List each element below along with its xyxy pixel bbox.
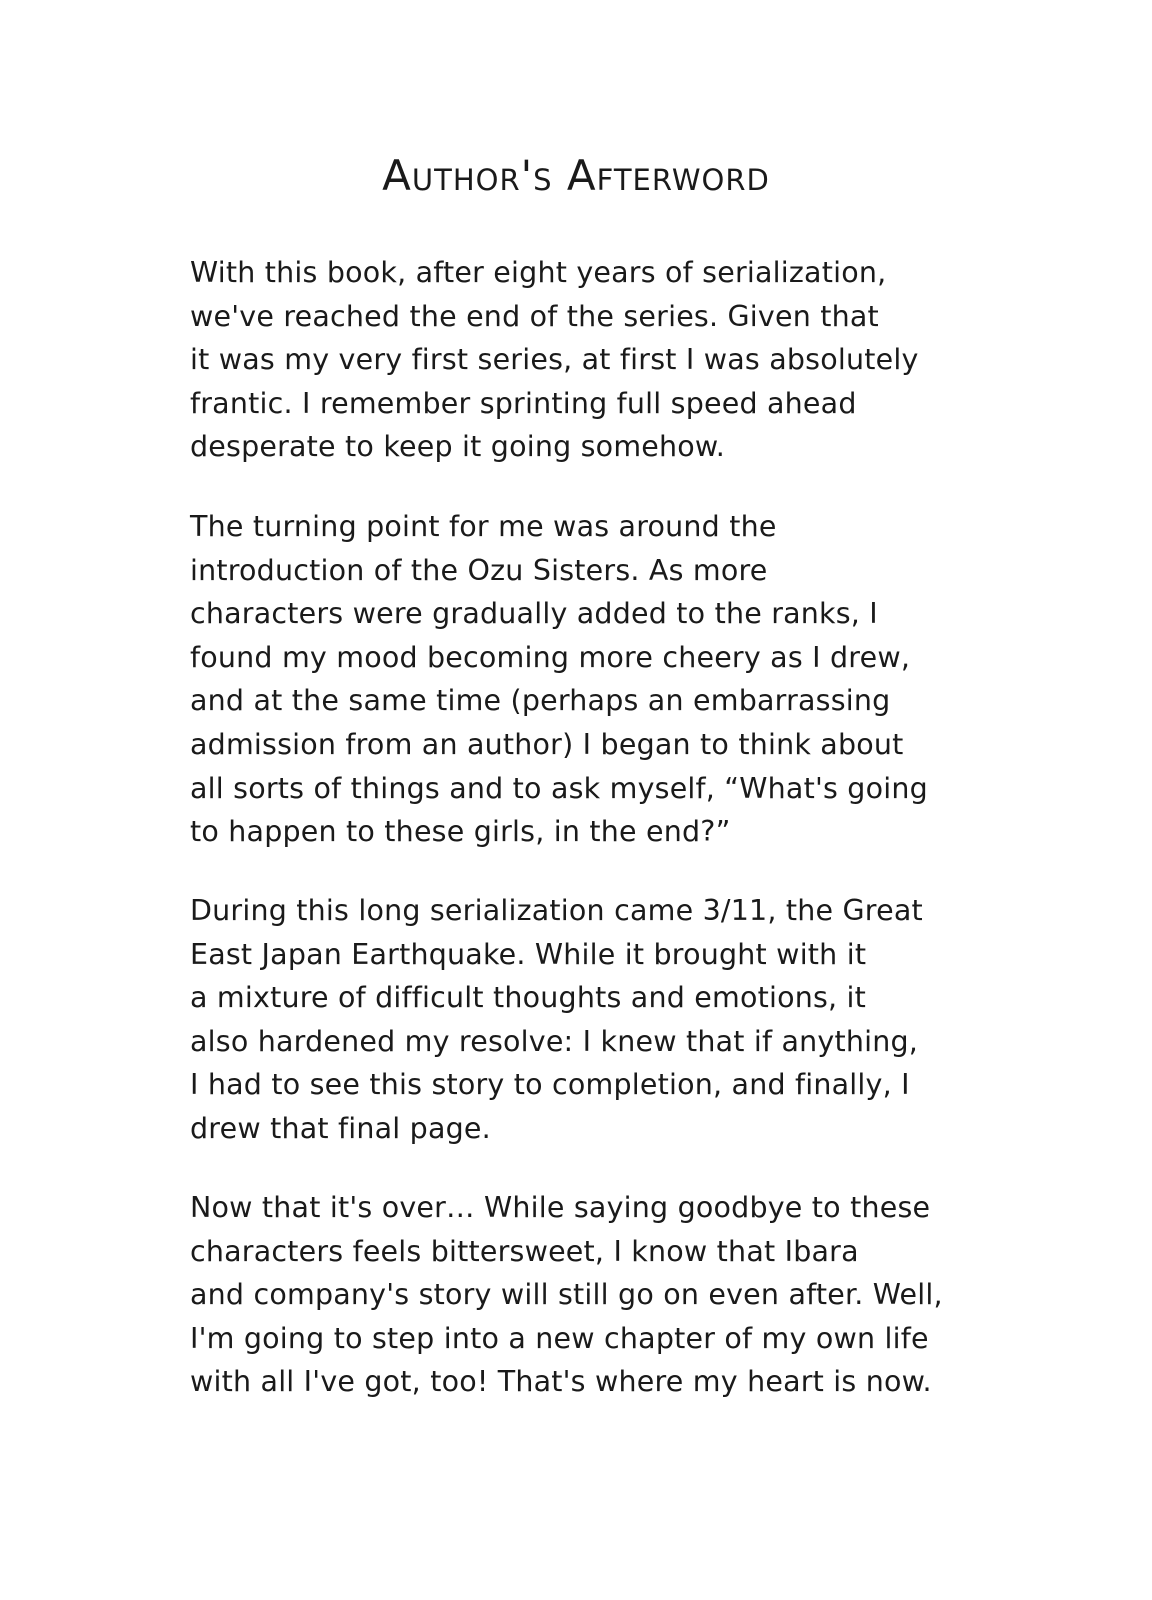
text-line: with all I've got, too! That's where my heart is now. [190,1365,932,1399]
text-line: Now that it's over… While saying goodbye to these [190,1191,931,1224]
text-line: characters feels bittersweet, I know that Ibara [190,1234,859,1268]
page-title: Author's Afterword [382,151,770,200]
text-line: we've reached the end of the series. Given that [190,299,879,333]
text-line: frantic. I remember sprinting full speed ahead [190,386,857,420]
text-line: introduction of the Ozu Sisters. As more [190,553,768,587]
text-line: and company's story will still go on even after. Well, [190,1278,943,1312]
text-line: The turning point for me was around the [190,510,777,543]
text-line: I'm going to step into a new chapter of my own life [190,1321,929,1355]
text-line: drew that final page. [190,1111,491,1145]
text-line: also hardened my resolve: I knew that if anything, [190,1024,919,1058]
paragraph-2 [190,505,980,854]
paragraph-4 [190,1186,980,1404]
text-line: and at the same time (perhaps an embarrassing [190,684,891,718]
text-line: East Japan Earthquake. While it brought with it [190,937,867,971]
text-line: it was my very first series, at first I was absolutely [190,343,919,377]
text-line: all sorts of things and to ask myself, “What's going [190,771,928,805]
text-line: admission from an author) I began to think about [190,727,904,761]
text-line: characters were gradually added to the ranks, I [190,597,878,631]
text-line: to happen to these girls, in the end?” [190,815,731,849]
paragraph-1 [190,251,980,469]
text-line: I had to see this story to completion, and finally, I [190,1068,910,1102]
paragraph-3 [190,889,980,1151]
text-line: found my mood becoming more cheery as I drew, [190,640,911,674]
text-line: With this book, after eight years of serialization, [190,256,887,289]
text-line: desperate to keep it going somehow. [190,430,726,464]
text-line: During this long serialization came 3/11, the Great [190,894,923,927]
text-line: a mixture of difficult thoughts and emotions, it [190,981,867,1015]
